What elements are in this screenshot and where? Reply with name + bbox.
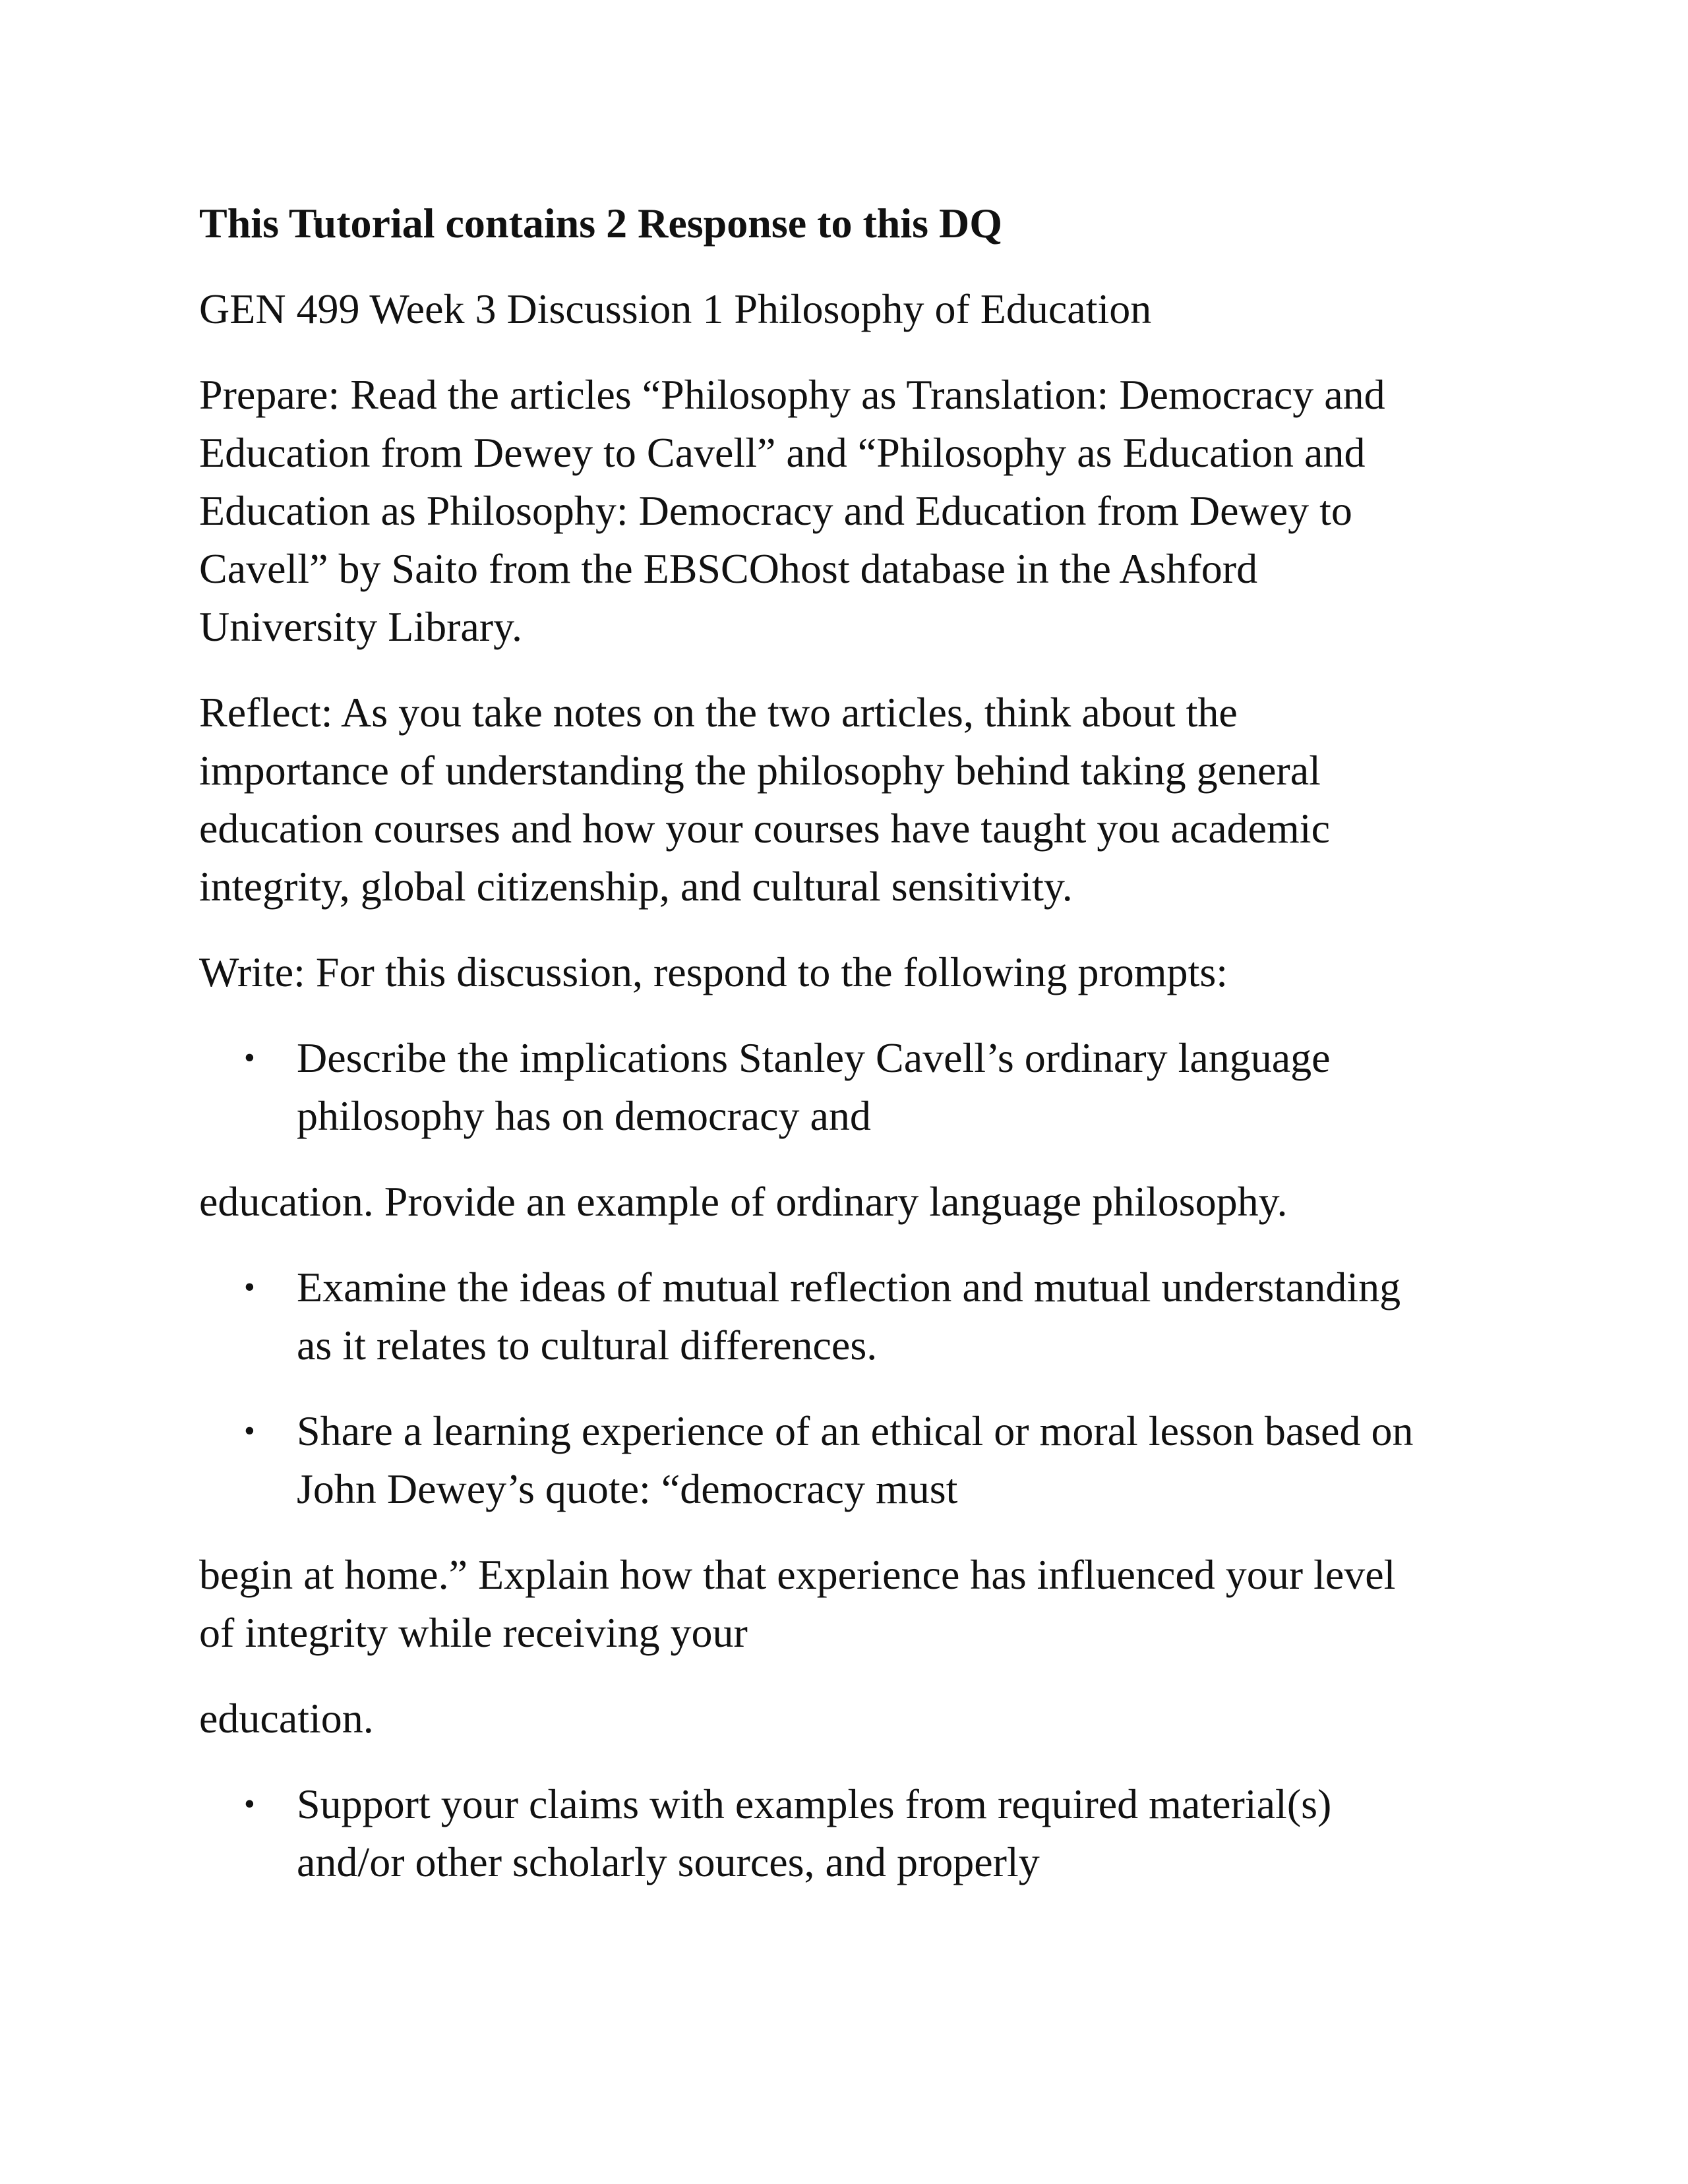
bullet-2-line-2: as it relates to cultural differences. — [297, 1322, 878, 1369]
bullet-3-marker: • — [244, 1413, 255, 1448]
course-title: GEN 499 Week 3 Discussion 1 Philosophy of Education — [199, 285, 1152, 332]
tutorial-heading: This Tutorial contains 2 Response to this DQ — [199, 200, 1003, 247]
write-intro: Write: For this discussion, respond to the following prompts: — [199, 949, 1228, 995]
reflect-line-1: Reflect: As you take notes on the two articles, think about the — [199, 689, 1238, 736]
prepare-line-2: Education from Dewey to Cavell” and “Philosophy as Education and — [199, 429, 1366, 476]
prepare-line-4: Cavell” by Saito from the EBSCOhost database in the Ashford — [199, 545, 1258, 592]
bullet-4-line-2: and/or other scholarly sources, and properly — [297, 1839, 1040, 1885]
bullet-3-continuation-2: of integrity while receiving your — [199, 1609, 748, 1656]
bullet-2-marker: • — [244, 1270, 255, 1305]
bullet-1-marker: • — [244, 1040, 255, 1075]
bullet-1-line-2: philosophy has on democracy and — [297, 1092, 871, 1139]
prepare-line-5: University Library. — [199, 603, 522, 650]
bullet-3-continuation-1: begin at home.” Explain how that experience has influenced your level — [199, 1551, 1396, 1598]
bullet-1-continuation: education. Provide an example of ordinary language philosophy. — [199, 1178, 1288, 1225]
bullet-3-line-2: John Dewey’s quote: “democracy must — [297, 1465, 958, 1512]
prepare-line-1: Prepare: Read the articles “Philosophy as Translation: Democracy and — [199, 371, 1385, 418]
bullet-1-line-1: Describe the implications Stanley Cavell’s ordinary language — [297, 1034, 1331, 1081]
bullet-4-line-1: Support your claims with examples from required material(s) — [297, 1781, 1332, 1827]
reflect-line-2: importance of understanding the philosophy behind taking general — [199, 747, 1321, 794]
reflect-line-3: education courses and how your courses have taught you academic — [199, 805, 1330, 852]
bullet-3-line-1: Share a learning experience of an ethical or moral lesson based on — [297, 1407, 1414, 1454]
prepare-line-3: Education as Philosophy: Democracy and Education from Dewey to — [199, 487, 1352, 534]
bullet-2-line-1: Examine the ideas of mutual reflection and mutual understanding — [297, 1264, 1401, 1311]
reflect-line-4: integrity, global citizenship, and cultural sensitivity. — [199, 863, 1073, 910]
bullet-3-tail: education. — [199, 1695, 374, 1742]
bullet-4-marker: • — [244, 1786, 255, 1821]
